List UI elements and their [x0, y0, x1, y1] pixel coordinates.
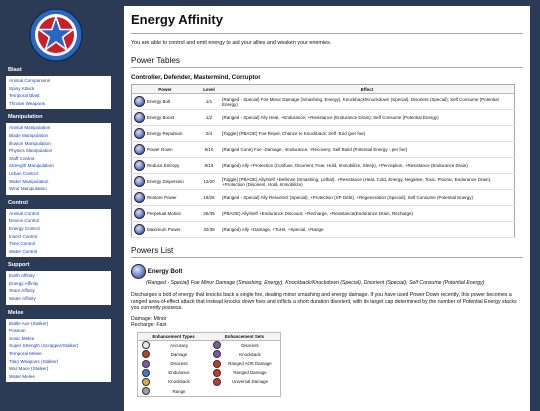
archetypes-heading: Controller, Defender, Mastermind, Corruptor: [131, 74, 261, 81]
enh-type-cell: [138, 368, 210, 377]
power-row: [132, 158, 515, 174]
sidebar-link[interactable]: Team Affinity: [9, 288, 35, 294]
main-content: [124, 6, 530, 411]
energy-orb-icon: [134, 96, 145, 107]
energy-orb-icon: [134, 144, 145, 155]
enh-type-label: Disorient: [170, 361, 188, 367]
sidebar-link[interactable]: Wind Manipulation: [9, 186, 47, 192]
energy-orb-icon: [134, 192, 145, 203]
sidebar-link[interactable]: Illusion Manipulation: [9, 140, 51, 146]
sidebar-link[interactable]: Battle Axe (Stalker): [9, 320, 49, 326]
power-cell: [132, 94, 199, 110]
sidebar-link[interactable]: Super Strength (Scrapper/Stalker): [9, 343, 79, 349]
power-cell: [132, 190, 199, 206]
nav-section: [0, 259, 118, 304]
enh-type-cell: [138, 350, 210, 359]
power-effect: (Ranged Cone) Foe -Damage, -Endurance, -Recovery; Self Build (Potential Energy - per foe): [220, 142, 515, 158]
power-name-link[interactable]: Energy Bolt: [147, 98, 171, 104]
power-level: 18/26: [198, 190, 220, 206]
power-name-link[interactable]: Power Down: [147, 146, 173, 152]
sidebar-link[interactable]: Animal Manipulation: [9, 125, 51, 131]
power-table: [131, 84, 515, 238]
sidebar-link[interactable]: Device Control: [9, 218, 40, 224]
enh-type-label: Accuracy: [169, 342, 189, 348]
enh-types-header: Enhancement Types: [138, 332, 210, 340]
enh-set-label[interactable]: Ranged Damage: [233, 370, 267, 376]
nav-section-title: Blast: [8, 67, 22, 73]
intro-text: You are able to control and emit energy to aid your allies and weaken your enemies.: [131, 40, 332, 46]
enhancement-row: [138, 359, 281, 368]
sidebar-nav: [0, 64, 118, 384]
enh-type-label: Endurance: [168, 370, 190, 376]
energy-orb-icon: [131, 264, 146, 279]
energy-orb-icon: [134, 128, 145, 139]
power-cell: [132, 222, 199, 238]
enhancement-icon: [142, 378, 150, 386]
enh-type-label: Damage: [170, 351, 188, 357]
enh-set-cell: [209, 340, 281, 350]
power-level: 1/2: [198, 110, 220, 126]
sidebar-link[interactable]: Spiny Attack: [9, 85, 35, 91]
sidebar: [0, 0, 118, 405]
enhancement-icon: [142, 341, 150, 349]
nav-section: [0, 197, 118, 258]
section-divider: [131, 257, 523, 258]
site-logo-icon[interactable]: [29, 8, 83, 62]
power-effect: (Ranged) Ally +Damage, +ToHit, +Special, +Range: [220, 222, 515, 238]
enh-type-cell: [138, 377, 210, 386]
power-effect: (Ranged - Special) Foe Minor Damage (Smashing, Energy), Knockback/Knockdown (Special), Disorient (Special); Self Consume (Potential Energy): [220, 94, 515, 110]
sidebar-link[interactable]: Possum: [9, 328, 26, 334]
sidebar-link[interactable]: Time Control: [9, 241, 36, 247]
power-level: 6/10: [198, 142, 220, 158]
sidebar-link[interactable]: Temporal Blast: [9, 93, 40, 99]
power-cell: [132, 110, 199, 126]
enhancement-set-icon: [213, 341, 221, 349]
enh-sets-header: Enhancement Sets: [209, 332, 281, 340]
power-row: [132, 206, 515, 222]
enhancement-row: [138, 350, 281, 359]
nav-list: [6, 319, 111, 383]
sidebar-link[interactable]: Energy Affinity: [9, 280, 39, 286]
sidebar-link[interactable]: Thrown Weapons: [9, 100, 45, 106]
enh-set-label[interactable]: Ranged AOE Damage: [228, 361, 272, 367]
enh-type-cell: [138, 359, 210, 368]
sidebar-link[interactable]: Physics Manipulation: [9, 148, 53, 154]
col-effect: Effect: [220, 85, 515, 94]
power-effect: [Toggle] (PBAOE) Foe Repel, Chance to Knockback; Self -End (per foe): [220, 126, 515, 142]
sidebar-link[interactable]: Water Affinity: [9, 296, 36, 302]
power-name-link[interactable]: Perpetual Motion: [147, 210, 182, 216]
energy-orb-icon: [134, 160, 145, 171]
power-detail-summary: (Ranged - Special) Foe Minor Damage (Smashing, Energy), Knockback/Knockdown (Special), Disorient (Special); Self Consume (Potential Energy): [146, 280, 485, 286]
title-divider: [131, 33, 523, 34]
powers-list-heading: Powers List: [131, 246, 174, 255]
enh-set-cell: [209, 387, 281, 397]
nav-section-title: Control: [8, 199, 28, 206]
power-detail-damage: Damage: Minor: [131, 315, 167, 322]
power-name-link[interactable]: Energy Boost: [147, 114, 175, 120]
power-effect: (PBAOE) Ally/Self +Endurance Discount, +Recharge, +Resistance(Endurance Drain, Recharge): [220, 206, 515, 222]
enhancement-icon: [142, 387, 150, 395]
enhancement-set-icon: [213, 378, 221, 386]
nav-list: [6, 76, 111, 109]
enh-type-label: Range: [172, 388, 186, 394]
energy-orb-icon: [134, 112, 145, 123]
sidebar-link[interactable]: Water Control: [9, 248, 38, 254]
sidebar-link[interactable]: Animal Companions: [9, 78, 51, 83]
sidebar-link[interactable]: Water Manipulation: [9, 178, 49, 184]
sidebar-link[interactable]: Insect Control: [9, 233, 38, 239]
enh-set-label[interactable]: Knockback: [239, 351, 261, 357]
enhancement-table: [137, 332, 281, 397]
energy-orb-icon: [134, 224, 145, 235]
power-name-link[interactable]: Reduce Entropy: [147, 162, 180, 168]
nav-section-title: Manipulation: [8, 114, 43, 121]
sidebar-link[interactable]: Water Melee: [9, 373, 35, 379]
power-detail-title: [131, 264, 523, 279]
power-name-link[interactable]: Energy Repulsion: [147, 130, 183, 136]
sidebar-link[interactable]: War Mace (Stalker): [9, 366, 49, 372]
sidebar-link[interactable]: Sonic Melee: [9, 335, 35, 341]
energy-orb-icon: [134, 208, 145, 219]
power-level: 26/35: [198, 206, 220, 222]
enhancement-icon: [142, 360, 150, 368]
power-cell: [132, 206, 199, 222]
power-effect: (Ranged - Special) Ally Resurrect (Special), +Protection (XP Debt), +Regeneration (Special); Self Consume (Potential Energy): [220, 190, 515, 206]
enh-type-label: Knockback: [168, 379, 190, 385]
enhancement-icon: [142, 369, 150, 377]
enhancement-row: [138, 387, 281, 397]
power-tables-heading: Power Tables: [131, 56, 180, 65]
sidebar-link[interactable]: Staff Control: [9, 155, 35, 161]
col-power: Power: [132, 85, 199, 94]
enhancement-icon: [142, 350, 150, 358]
enhancement-set-icon: [213, 350, 221, 358]
power-cell: [132, 142, 199, 158]
enh-set-cell: [209, 368, 281, 377]
power-row: [132, 110, 515, 126]
enh-type-cell: [138, 387, 210, 397]
nav-list: [6, 209, 111, 258]
power-level: 12/20: [198, 174, 220, 190]
power-name-link[interactable]: Restore Power: [147, 194, 177, 200]
sidebar-link[interactable]: Energy Control: [9, 225, 40, 231]
enh-set-cell: [209, 359, 281, 368]
enhancement-row: [138, 340, 281, 350]
power-detail-description: Discharges a bolt of energy that knocks back a single foe, dealing minor smashing and energy damage. If you have used Power Down recently, this power becomes a ranged area-of-effect attack that instead knocks down foes and inflicts a short duration disorient, with its target cap determined by the number of Potential Energy stacks you currently possess.: [131, 292, 517, 312]
enh-type-cell: [138, 340, 210, 350]
power-row: [132, 126, 515, 142]
power-cell: [132, 126, 199, 142]
enhancement-set-icon: [213, 360, 221, 368]
power-effect: (Ranged) Ally +Protection (Confuse, Disorient, Fear, Hold, Immobilize, Sleep), +Perception, +Resistance (Endurance Drain): [220, 158, 515, 174]
power-row: [132, 94, 515, 110]
section-divider: [131, 67, 523, 68]
sidebar-link[interactable]: Strength Manipulation: [9, 163, 54, 169]
nav-list: [6, 271, 111, 304]
power-cell: [132, 158, 199, 174]
sidebar-link[interactable]: Temporal Melee: [9, 351, 42, 357]
enh-set-label[interactable]: Disorient: [241, 342, 259, 348]
nav-list: [6, 123, 111, 194]
enh-set-cell: [209, 350, 281, 359]
power-detail: [131, 264, 523, 397]
power-effect: (Ranged - Special) Ally Heal, +Endurance, +Resistance (Endurance Drain); Self Consume (Potential Energy): [220, 110, 515, 126]
power-cell: [132, 174, 199, 190]
sidebar-link[interactable]: Urban Control: [9, 170, 38, 176]
power-detail-name: Energy Bolt: [147, 268, 183, 276]
nav-section: [0, 111, 118, 194]
enhancement-set-icon: [213, 369, 221, 377]
power-row: [132, 142, 515, 158]
sidebar-link[interactable]: Earth Affinity: [9, 273, 35, 279]
power-level: 2/4: [198, 126, 220, 142]
power-effect: [Toggle] (PBAOE) Ally/Self +Defense (Smashing, Lethal), +Resistance (Heat, Cold, Energy, Negative, Toxic, Psionic, Endurance Drain), +Protection (Disorient, Hold, Immobilize): [220, 174, 515, 190]
power-level: 8/16: [198, 158, 220, 174]
power-row: [132, 222, 515, 238]
power-row: [132, 174, 515, 190]
enh-set-label[interactable]: Universal Damage: [231, 379, 269, 385]
power-level: 1/1: [198, 94, 220, 110]
sidebar-link[interactable]: Titan Weapons (Stalker): [9, 358, 59, 364]
page-title: Energy Affinity: [131, 12, 223, 27]
enhancement-row: [138, 377, 281, 386]
sidebar-link[interactable]: Blade Manipulation: [9, 132, 49, 138]
enhancement-row: [138, 368, 281, 377]
power-name-link[interactable]: Maximum Power: [147, 226, 181, 232]
power-detail-recharge: Recharge: Fast: [131, 322, 167, 329]
power-name-link[interactable]: Energy Dispersion: [147, 178, 184, 184]
sidebar-link[interactable]: Animal Control: [9, 210, 40, 216]
power-level: 32/38: [198, 222, 220, 238]
col-level: Level: [198, 85, 220, 94]
energy-orb-icon: [134, 176, 145, 187]
enh-set-cell: [209, 377, 281, 386]
nav-section: [0, 64, 118, 109]
nav-section-title: Support: [8, 262, 30, 269]
nav-section-title: Melee: [8, 309, 24, 316]
power-row: [132, 190, 515, 206]
nav-section: [0, 307, 118, 383]
